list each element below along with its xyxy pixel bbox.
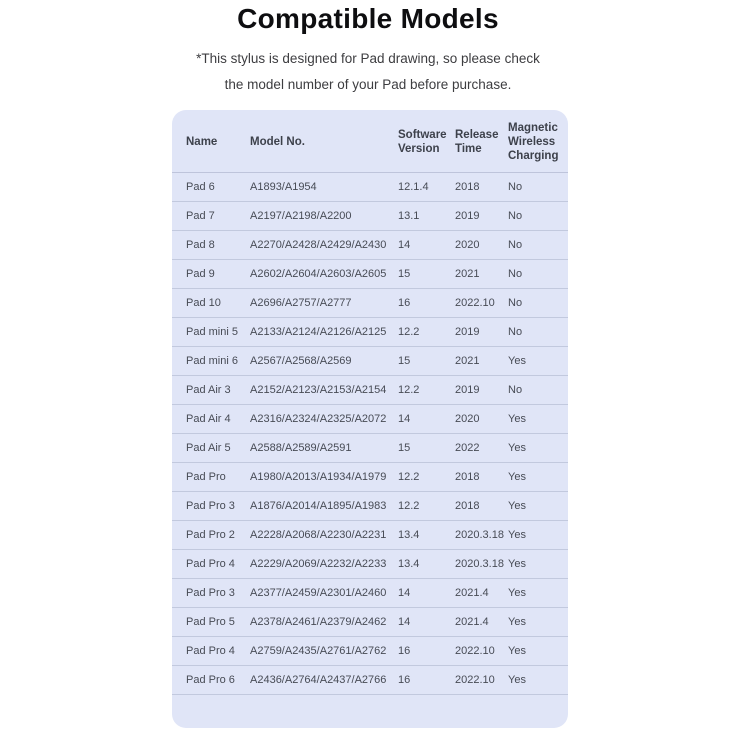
cell-release: 2019 [455,317,508,346]
cell-magnetic: Yes [508,607,568,636]
cell-software: 16 [398,636,455,665]
cell-model: A1876/A2014/A1895/A1983 [250,491,398,520]
cell-name: Pad Air 5 [172,433,250,462]
cell-model: A2588/A2589/A2591 [250,433,398,462]
cell-name: Pad mini 5 [172,317,250,346]
table-row [172,491,568,520]
compatibility-table-panel [172,110,568,728]
cell-name: Pad Pro 4 [172,549,250,578]
cell-release: 2022 [455,433,508,462]
compatibility-table [172,112,568,695]
table-row [172,578,568,607]
cell-magnetic: No [508,201,568,230]
cell-name: Pad 9 [172,259,250,288]
cell-model: A2228/A2068/A2230/A2231 [250,520,398,549]
table-row [172,520,568,549]
cell-release: 2022.10 [455,636,508,665]
cell-name: Pad Pro [172,462,250,491]
table-header-row [172,112,568,172]
cell-software: 12.1.4 [398,172,455,201]
table-body [172,172,568,694]
cell-name: Pad mini 6 [172,346,250,375]
cell-model: A2696/A2757/A2777 [250,288,398,317]
cell-magnetic: No [508,230,568,259]
cell-release: 2021 [455,259,508,288]
cell-software: 13.4 [398,549,455,578]
table-row [172,288,568,317]
cell-model: A1893/A1954 [250,172,398,201]
cell-release: 2020.3.18 [455,520,508,549]
cell-release: 2019 [455,201,508,230]
cell-model: A2229/A2069/A2232/A2233 [250,549,398,578]
cell-model: A2602/A2604/A2603/A2605 [250,259,398,288]
cell-magnetic: Yes [508,404,568,433]
table-header [172,112,568,172]
cell-magnetic: Yes [508,578,568,607]
cell-model: A2133/A2124/A2126/A2125 [250,317,398,346]
cell-name: Pad Pro 4 [172,636,250,665]
cell-release: 2018 [455,172,508,201]
cell-name: Pad Pro 2 [172,520,250,549]
cell-software: 12.2 [398,375,455,404]
table-row [172,375,568,404]
cell-release: 2021 [455,346,508,375]
cell-magnetic: No [508,375,568,404]
cell-release: 2018 [455,491,508,520]
cell-software: 14 [398,578,455,607]
column-header-release: Release Time [455,112,508,172]
table-row [172,346,568,375]
table-row [172,433,568,462]
disclaimer-note-line2: the model number of your Pad before purchase. [224,77,512,92]
cell-model: A2567/A2568/A2569 [250,346,398,375]
cell-magnetic: Yes [508,462,568,491]
cell-model: A1980/A2013/A1934/A1979 [250,462,398,491]
cell-release: 2020 [455,404,508,433]
cell-software: 15 [398,346,455,375]
cell-release: 2019 [455,375,508,404]
cell-model: A2316/A2324/A2325/A2072 [250,404,398,433]
cell-name: Pad Air 3 [172,375,250,404]
cell-release: 2020 [455,230,508,259]
table-row [172,549,568,578]
cell-software: 13.4 [398,520,455,549]
cell-model: A2377/A2459/A2301/A2460 [250,578,398,607]
cell-release: 2020.3.18 [455,549,508,578]
cell-name: Pad Air 4 [172,404,250,433]
cell-magnetic: No [508,259,568,288]
cell-magnetic: No [508,172,568,201]
cell-software: 15 [398,433,455,462]
table-row [172,230,568,259]
cell-software: 12.2 [398,462,455,491]
cell-model: A2152/A2123/A2153/A2154 [250,375,398,404]
cell-release: 2022.10 [455,665,508,694]
cell-model: A2378/A2461/A2379/A2462 [250,607,398,636]
cell-name: Pad Pro 3 [172,578,250,607]
cell-software: 16 [398,665,455,694]
cell-name: Pad Pro 6 [172,665,250,694]
cell-magnetic: Yes [508,346,568,375]
table-row [172,404,568,433]
cell-magnetic: Yes [508,636,568,665]
cell-magnetic: Yes [508,491,568,520]
cell-magnetic: Yes [508,433,568,462]
disclaimer-note-line1: *This stylus is designed for Pad drawing, so please check [196,51,540,66]
cell-magnetic: No [508,288,568,317]
cell-magnetic: Yes [508,665,568,694]
cell-magnetic: No [508,317,568,346]
table-row [172,665,568,694]
cell-magnetic: Yes [508,520,568,549]
table-row [172,317,568,346]
cell-release: 2022.10 [455,288,508,317]
cell-model: A2270/A2428/A2429/A2430 [250,230,398,259]
disclaimer-note [0,46,736,98]
cell-name: Pad 7 [172,201,250,230]
cell-software: 13.1 [398,201,455,230]
cell-name: Pad 6 [172,172,250,201]
column-header-name: Name [172,112,250,172]
cell-release: 2021.4 [455,607,508,636]
cell-software: 15 [398,259,455,288]
cell-software: 16 [398,288,455,317]
column-header-software: Software Version [398,112,455,172]
cell-software: 14 [398,230,455,259]
cell-name: Pad Pro 3 [172,491,250,520]
cell-release: 2018 [455,462,508,491]
cell-model: A2197/A2198/A2200 [250,201,398,230]
table-row [172,462,568,491]
table-row [172,172,568,201]
cell-release: 2021.4 [455,578,508,607]
cell-name: Pad 10 [172,288,250,317]
cell-name: Pad Pro 5 [172,607,250,636]
cell-magnetic: Yes [508,549,568,578]
cell-software: 12.2 [398,317,455,346]
table-row [172,259,568,288]
cell-model: A2759/A2435/A2761/A2762 [250,636,398,665]
cell-model: A2436/A2764/A2437/A2766 [250,665,398,694]
cell-software: 14 [398,607,455,636]
cell-software: 14 [398,404,455,433]
page-title: Compatible Models [237,3,499,34]
table-row [172,607,568,636]
column-header-model: Model No. [250,112,398,172]
cell-name: Pad 8 [172,230,250,259]
table-row [172,636,568,665]
table-row [172,201,568,230]
cell-software: 12.2 [398,491,455,520]
column-header-magnetic: Magnetic Wireless Charging [508,112,568,172]
